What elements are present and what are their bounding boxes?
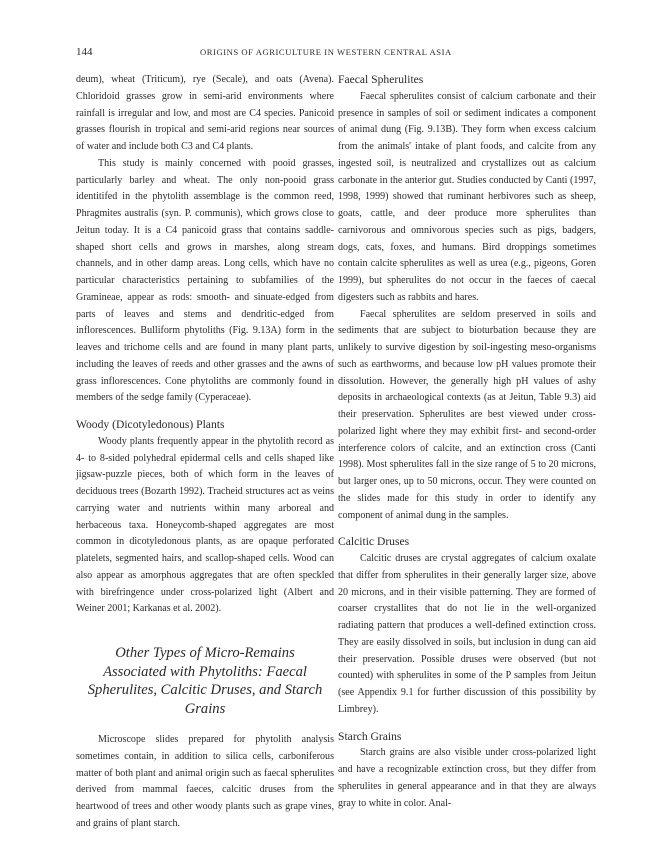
- running-title: ORIGINS OF AGRICULTURE IN WESTERN CENTRAL ASIA: [200, 47, 452, 57]
- paragraph: Starch grains are also visible under cross-polarized light and have a recognizable extinction cross, but they differ from spherulites in general appearance and in that they are always gray to white in color. Anal-: [338, 747, 596, 809]
- subheading-calcitic-druses: Calcitic Druses: [338, 535, 410, 549]
- paragraph: This study is mainly concerned with pooid grasses, particularly barley and wheat. The only non-pooid grass identitifed in the phytolith assemblage is the common reed, Phragmites australis (syn. P. communis), which grows close to Jeitun today. It is a C4 panicoid grass that contains saddle-shaped short cells and grows in marshes, along stream channels, and in other damp areas. Long cells, which have no particular characteristics pertaining to subfamilies of the Gramineae, appear as rods: smooth- and sinuate-edged from parts of leaves and stems and dendritic-edged from inflorescences. Bulliform phytoliths (Fig. 9.13A) form in the leaves and trichome cells and are found in many plant parts, including the leaves of reeds and other grasses and the awns of grass inflorescences. Cone phytoliths are commonly found in members of the sedge family (Cyperaceae).: [76, 157, 334, 404]
- left-column: [76, 72, 334, 833]
- subheading-faecal-spherulites: Faecal Spherulites: [338, 73, 424, 86]
- right-column: [338, 72, 596, 812]
- paragraph: Calcitic druses are crystal aggregates of calcium oxalate that differ from spherulites in their generally larger size, above 20 microns, and in their visible patterning. They are formed of coarser crystallites that do not lie in the well-organized radiating pattern that produces a well-defined extinction cross. They are easily dissolved in soils, but inclusion in dung can aid their preservation. Possible druses were observed (but not counted) with spherulites in some of the P samples from Jeitun (see Appendix 9.1 for further discussion of this possibility by Limbrey).: [338, 553, 596, 715]
- paragraph: Woody plants frequently appear in the phytolith record as 4- to 8-sided polyhedral epidermal cells and cells shaped like jigsaw-puzzle pieces, both of which form in the leaves of deciduous trees (Bozarth 1992). Tracheid structures act as veins carrying water and nutrients within many arboreal and herbaceous taxa. Honeycomb-shaped aggregates are most common in dicotyledonous plants, as are opaque perforated platelets, segmented hairs, and scallop-shaped cells. Wood can also appear as amorphous aggregates that are often speckled with birefringence under cross-polarized light (Albert and Weiner 2001; Karkanas et al. 2002).: [76, 435, 334, 615]
- paragraph: deum), wheat (Triticum), rye (Secale), and oats (Avena). Chloridoid grasses grow in semi-arid environments where rainfall is irregular and low, and most are C4 species. Panicoid grasses flourish in tropical and semi-arid regions near sources of water and include both C3 and C4 plants.: [76, 74, 334, 152]
- paragraph: Microscope slides prepared for phytolith analysis sometimes contain, in addition to silica cells, carboniferous matter of both plant and animal origin such as faecal spherulites derived from mammal faeces, calcitic druses from the heartwood of trees and other woody plants such as grape vines, and grains of plant starch.: [76, 734, 334, 829]
- section-heading: Other Types of Micro-Remains Associated with Phytoliths: Faecal Spherulites, Calcitic Druses, and Starch Grains: [87, 645, 323, 717]
- subheading-woody-plants: Woody (Dicotyledonous) Plants: [76, 418, 225, 431]
- page-number: 144: [76, 46, 93, 58]
- paragraph: Faecal spherulites are seldom preserved in soils and sediments that are subject to bioturbation because they are unlikely to survive digestion by soil-ingesting meso-organisms such as earthworms, and because low pH values promote their dissolution. However, the generally high pH values of ashy deposits in archaeological contexts (as at Jeitun, Table 9.3) aid their preservation. Spherulites are best viewed under cross-polarized light where they may exhibit first- and second-order interference colors of calcite, and an extinction cross (Canti 1998). Most spherulites fall in the size range of 5 to 20 microns, but larger ones, up to 50 microns, occur. They were counted on the slides made for this study in order to identify any component of animal dung in the samples.: [338, 308, 596, 521]
- paragraph: Faecal spherulites consist of calcium carbonate and their presence in samples of soil or sediment indicates a component of animal dung (Fig. 9.13B). They form when excess calcium from the animals' intake of plant foods, and calcite from any ingested soil, is neutralized and crystallizes out as calcium carbonate in the anterior gut. Studies conducted by Canti (1997, 1998, 1999) showed that ruminant herbivores such as sheep, goats, cattle, and deer produce more spherulites than carnivorous and omnivorous species such as pigs, badgers, dogs, cats, foxes, and humans. Bird droppings sometimes contain calcite spherulites as well as urea (e.g., pigeons, Goren 1999), but spherulites do not occur in the faeces of caecal digesters such as rabbits and hares.: [338, 90, 596, 303]
- subheading-starch-grains: Starch Grains: [338, 729, 402, 743]
